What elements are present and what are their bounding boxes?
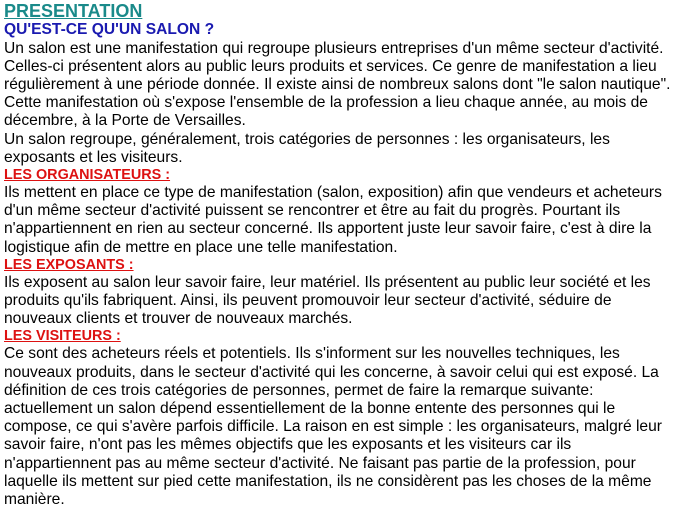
section-text-exposants: Ils exposent au salon leur savoir faire, leur matériel. Ils présentent au public leur société et les produits qu'ils fabriquent. Ainsi, ils peuvent promouvoir leur secteur d'activité, séduire de nouveaux clients et trouver de nouveaux marchés. — [4, 273, 651, 328]
section-heading-visiteurs: LES VISITEURS : — [4, 328, 121, 345]
page-title: PRESENTATION — [4, 1, 143, 21]
intro-paragraph-1: Un salon est une manifestation qui regroupe plusieurs entreprises d'un même secteur d'activité. Celles-ci présentent alors au public leurs produits et services. Ce genre de manifestation a lieu régulièrement à une période donnée. Il existe ainsi de nombreux salons dont "le salon nautique". Cette manifestation où s'expose l'ensemble de la profession a lieu chaque année, au mois de décembre, à la Porte de Versailles. — [4, 39, 671, 130]
intro-paragraph-2: Un salon regroupe, généralement, trois catégories de personnes : les organisateurs, les exposants et les visiteurs. — [4, 130, 610, 166]
section-heading-organisateurs: LES ORGANISATEURS : — [4, 166, 171, 183]
document-body — [4, 0, 676, 509]
section-text-visiteurs: Ce sont des acheteurs réels et potentiels. Ils s'informent sur les nouvelles techniques, les nouveaux produits, dans le secteur d'activité qui les concerne, à savoir celui qui est exposé. La définition de ces trois catégories de personnes, permet de faire la remarque suivante: actuellement un salon dépend essentiellement de la bonne entente des personnes qui le compose, ce qui s'avère parfois difficile. La raison en est simple : les organisateurs, malgré leur savoir faire, n'ont pas les mêmes objectifs que les exposants et les visiteurs car ils n'appartiennent pas au même secteur d'activité. Ne faisant pas partie de la profession, pour laquelle ils mettent sur pied cette manifestation, ils ne considèrent pas les choses de la même manière. — [4, 345, 662, 508]
section-text-organisateurs: Ils mettent en place ce type de manifestation (salon, exposition) afin que vendeurs et acheteurs d'un même secteur d'activité puissent se rencontrer et être au fait du progrès. Pourtant ils n'appartiennent en rien au secteur concerné. Ils apportent juste leur savoir faire, c'est à dire la logistique afin de mettre en place une telle manifestation. — [4, 183, 662, 256]
page-subtitle: QU'EST-CE QU'UN SALON ? — [4, 21, 215, 38]
section-heading-exposants: LES EXPOSANTS : — [4, 256, 134, 273]
